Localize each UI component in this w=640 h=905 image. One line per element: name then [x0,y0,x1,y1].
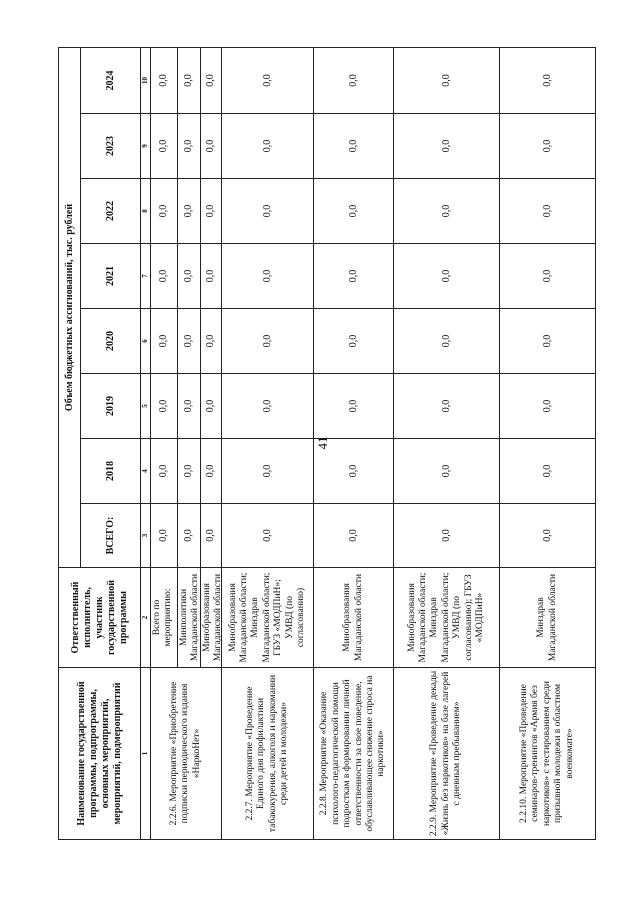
budget-value-cell [151,504,222,568]
year-column-header: 2019 [81,374,141,439]
budget-value: 0,0 [394,439,500,504]
budget-value: 0,0 [205,464,216,478]
budget-value: 0,0 [222,114,314,179]
budget-value: 0,0 [205,334,216,348]
budget-value: 0,0 [222,244,314,309]
budget-value-cell [151,439,222,504]
budget-value: 0,0 [151,504,178,567]
budget-value: 0,0 [394,47,500,113]
responsible-executor [151,568,222,668]
budget-value: 0,0 [151,244,178,308]
budget-value: 0,0 [222,504,314,568]
budget-value: 0,0 [394,179,500,244]
column-number: 10 [141,47,151,113]
year-column-header: 2024 [81,47,141,113]
name-column-header: Наименование государственной программы, подпрограммы, основных мероприятий, мероприятий, подмероприятий [59,668,141,840]
budget-value: 0,0 [500,309,596,374]
table-body [151,47,596,839]
budget-value: 0,0 [222,439,314,504]
budget-value: 0,0 [178,309,201,373]
column-number: 8 [141,179,151,244]
budget-value-cell [151,244,222,309]
budget-value-cell [151,374,222,439]
budget-value: 0,0 [222,47,314,113]
budget-value-cell [151,309,222,374]
budget-value: 0,0 [222,179,314,244]
column-number: 6 [141,309,151,374]
budget-value: 0,0 [178,504,201,567]
budget-value: 0,0 [500,504,596,568]
responsible-executor-line: Минполитики Магаданской области [178,568,201,667]
budget-value: 0,0 [314,439,394,504]
responsible-executor-line: Минобразования Магаданской области [202,573,224,662]
table-row [500,47,596,839]
budget-value: 0,0 [178,179,201,243]
budget-value: 0,0 [151,439,178,503]
responsible-executor: Минздрав Магаданской области [500,568,596,668]
total-column-header: ВСЕГО: [81,504,141,568]
responsible-column-header: Ответственный исполнитель, участник государственной программы [59,568,141,668]
column-number: 9 [141,114,151,179]
budget-value: 0,0 [178,114,201,178]
column-number: 7 [141,244,151,309]
budget-value: 0,0 [394,374,500,439]
column-number: 2 [141,568,151,668]
budget-value: 0,0 [314,179,394,244]
budget-value: 0,0 [205,399,216,413]
budget-value: 0,0 [314,504,394,568]
budget-value: 0,0 [500,179,596,244]
budget-value: 0,0 [151,374,178,438]
budget-value: 0,0 [178,439,201,503]
responsible-executor: Минобразования Магаданской области; Минздрав Магаданской области; ГБУЗ «МОДПиН»; УМВД (по согласованию) [222,568,314,668]
column-number: 4 [141,439,151,504]
header-row-1 [59,47,81,839]
table-row [394,47,500,839]
budget-value: 0,0 [178,244,201,308]
measure-name: 2.2.10. Мероприятие «Проведение семинаров-тренингов «Армия без наркотиков» с тестированием среди призывной молодежи в областном военкомате» [500,668,596,840]
measure-name: 2.2.7. Мероприятие «Проведение Единого дня профилактики табакокурения, алкоголя и наркомании среди детей и молодежи» [222,668,314,840]
budget-value: 0,0 [222,309,314,374]
budget-value: 0,0 [314,244,394,309]
budget-value: 0,0 [500,114,596,179]
budget-value-cell [151,47,222,113]
budget-value: 0,0 [500,374,596,439]
year-column-header: 2021 [81,244,141,309]
budget-value: 0,0 [394,504,500,568]
column-number: 5 [141,374,151,439]
table-row [222,47,314,839]
budget-value: 0,0 [205,269,216,283]
year-column-header: 2020 [81,309,141,374]
budget-value: 0,0 [314,374,394,439]
budget-value: 0,0 [205,204,216,218]
budget-value: 0,0 [178,48,201,113]
budget-value-cell [151,179,222,244]
budget-value-cell [151,114,222,179]
budget-value: 0,0 [205,139,216,153]
responsible-executor: Минобразования Магаданской области; Минздрав Магаданской области; УМВД (по согласованию); ГБУЗ «МОДПиН» [394,568,500,668]
budget-column-header: Объем бюджетных ассигнований, тыс. рублей [59,47,81,567]
responsible-executor-line: Всего по мероприятию: [151,568,178,667]
column-number: 1 [141,668,151,840]
page-number: 41 [315,436,330,450]
year-column-header: 2018 [81,439,141,504]
measure-name: 2.2.9. Мероприятие «Проведение декады «Жизнь без наркотиков» на базе лагерей с дневным пребыванием» [394,668,500,840]
budget-value: 0,0 [394,114,500,179]
measure-name: 2.2.8. Мероприятие «Оказание психолого-педагогической помощи подросткам в формировании личной ответственности за свое поведение, обуславливающее снижение спроса на наркотики» [314,668,394,840]
table-row [314,47,394,839]
budget-value: 0,0 [394,244,500,309]
rotated-table-wrapper [58,48,575,840]
budget-value: 0,0 [314,114,394,179]
budget-value: 0,0 [178,374,201,438]
budget-table [58,47,596,840]
budget-value: 0,0 [222,374,314,439]
column-number: 3 [141,504,151,568]
table-row [151,47,222,839]
budget-value: 0,0 [394,309,500,374]
column-numbers-row [141,47,151,839]
year-column-header: 2022 [81,179,141,244]
budget-value: 0,0 [151,309,178,373]
year-column-header: 2023 [81,114,141,179]
budget-value: 0,0 [151,114,178,178]
budget-value: 0,0 [205,529,216,542]
responsible-executor: Минобразования Магаданской области [314,568,394,668]
budget-value: 0,0 [205,74,216,87]
budget-value: 0,0 [314,309,394,374]
budget-value: 0,0 [151,179,178,243]
budget-value: 0,0 [500,439,596,504]
measure-name: 2.2.6. Мероприятие «Приобретение подписки периодического издания «НаркоНет» [151,668,222,840]
budget-value: 0,0 [314,47,394,113]
budget-value: 0,0 [500,47,596,113]
budget-value: 0,0 [500,244,596,309]
budget-value: 0,0 [151,48,178,113]
